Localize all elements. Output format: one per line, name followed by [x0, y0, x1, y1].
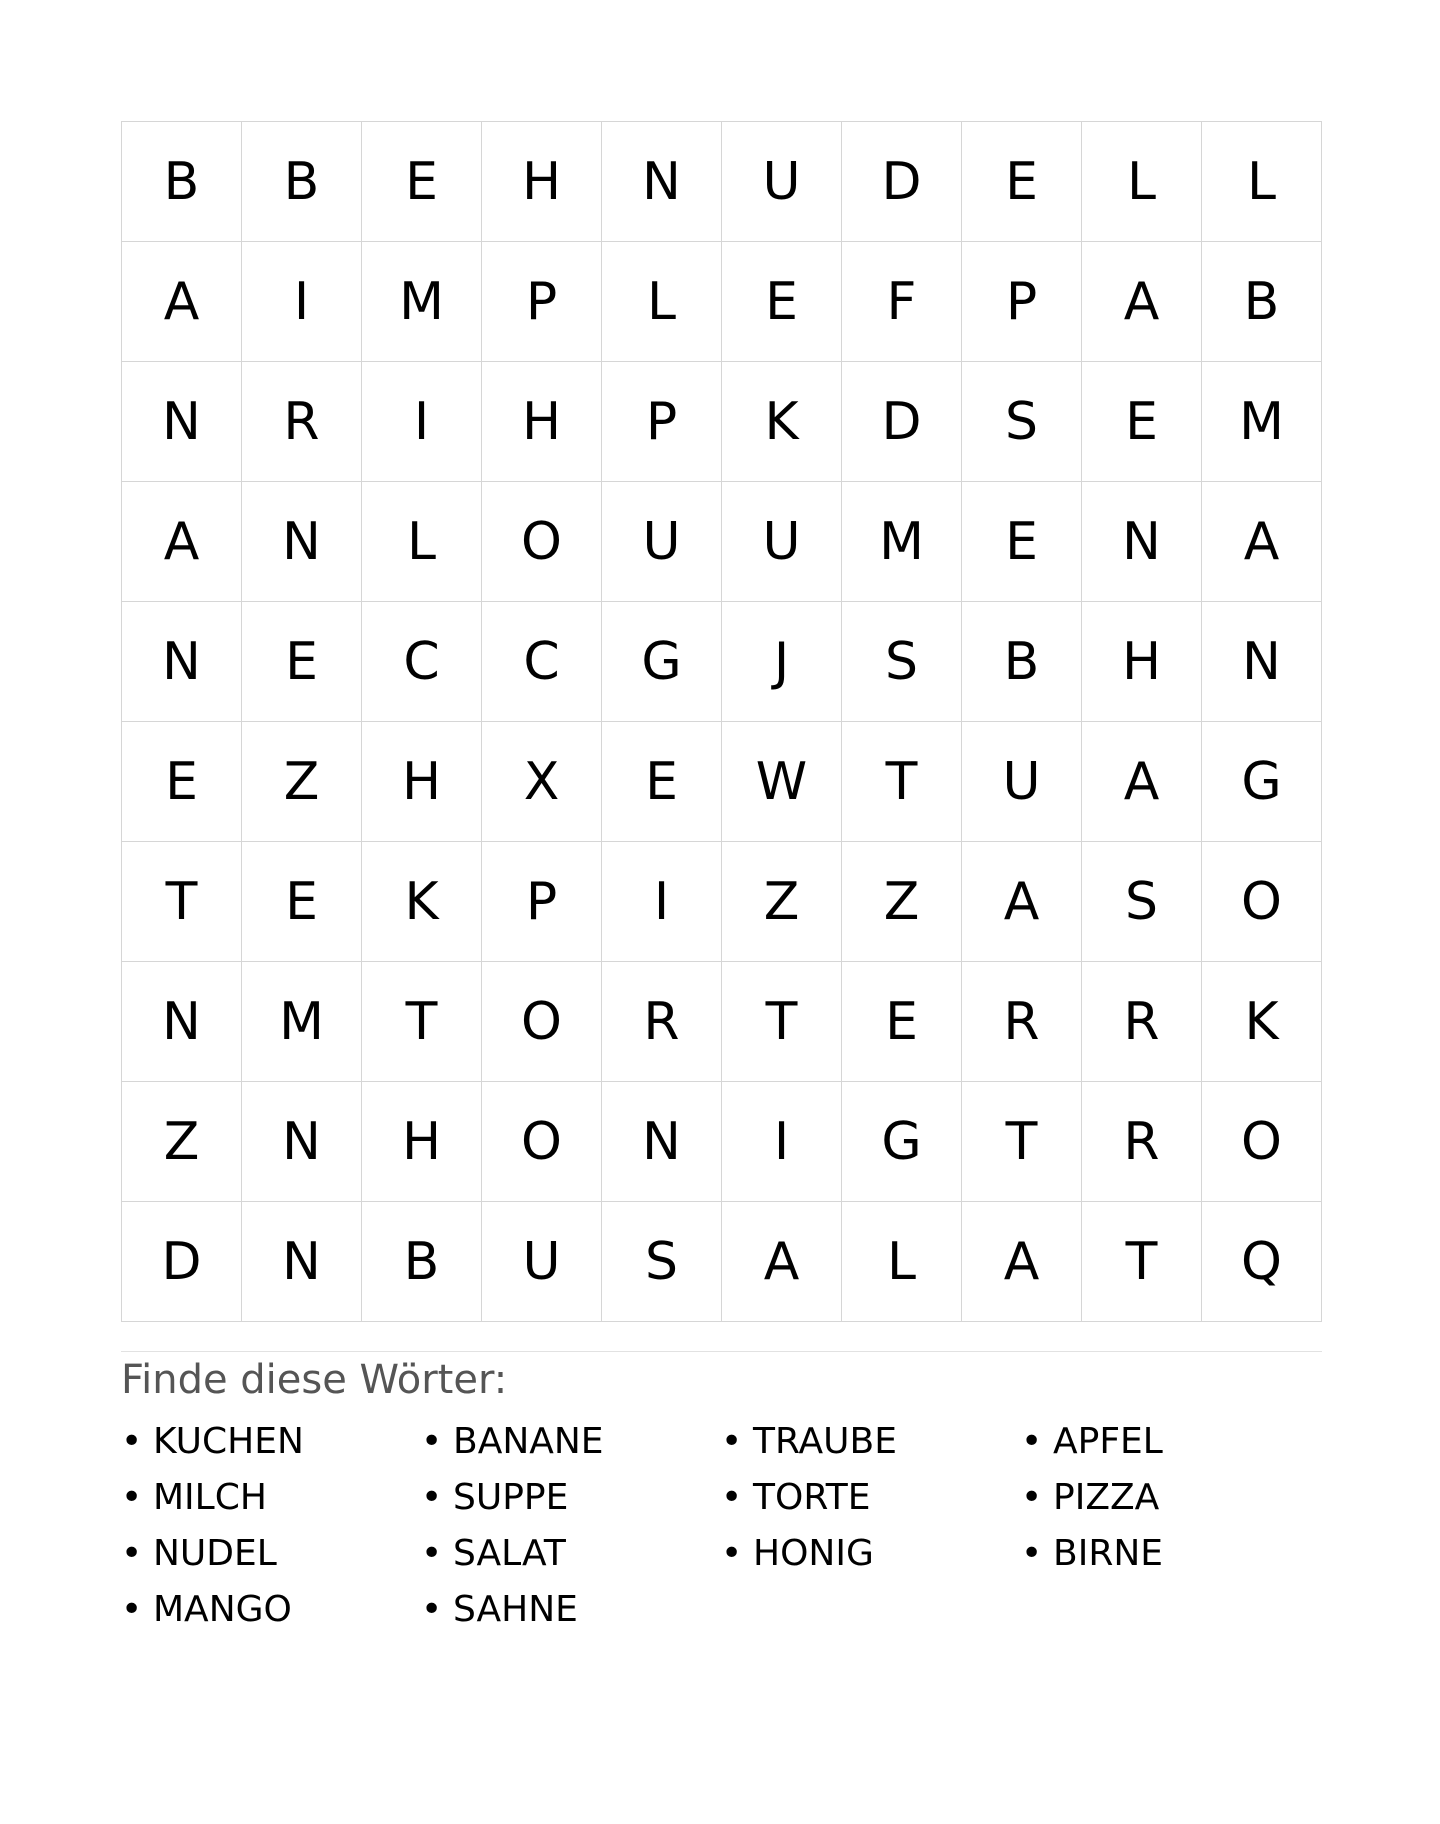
- grid-cell[interactable]: H: [1082, 602, 1202, 722]
- grid-cell[interactable]: N: [1082, 482, 1202, 602]
- grid-cell[interactable]: U: [482, 1202, 602, 1322]
- grid-cell[interactable]: M: [362, 242, 482, 362]
- grid-cell[interactable]: R: [242, 362, 362, 482]
- grid-cell[interactable]: X: [482, 722, 602, 842]
- grid-cell[interactable]: S: [1082, 842, 1202, 962]
- grid-cell[interactable]: N: [122, 602, 242, 722]
- grid-cell[interactable]: P: [482, 242, 602, 362]
- word-list-item: • SUPPE: [421, 1470, 721, 1526]
- word-list-item: • HONIG: [721, 1526, 1021, 1582]
- grid-cell[interactable]: L: [1082, 122, 1202, 242]
- word-list-item: • TRAUBE: [721, 1414, 1021, 1470]
- grid-cell[interactable]: G: [842, 1082, 962, 1202]
- word-list-item: • APFEL: [1021, 1414, 1321, 1470]
- grid-cell[interactable]: H: [362, 722, 482, 842]
- grid-cell[interactable]: Z: [122, 1082, 242, 1202]
- grid-cell[interactable]: K: [722, 362, 842, 482]
- grid-cell[interactable]: O: [1202, 1082, 1322, 1202]
- grid-cell[interactable]: M: [242, 962, 362, 1082]
- grid-cell[interactable]: U: [602, 482, 722, 602]
- grid-cell[interactable]: L: [842, 1202, 962, 1322]
- grid-cell[interactable]: K: [362, 842, 482, 962]
- letter-grid: [121, 121, 1322, 1322]
- word-list-item: • KUCHEN: [121, 1414, 421, 1470]
- grid-cell[interactable]: P: [602, 362, 722, 482]
- grid-cell[interactable]: Q: [1202, 1202, 1322, 1322]
- grid-cell[interactable]: E: [362, 122, 482, 242]
- grid-cell[interactable]: S: [842, 602, 962, 722]
- grid-cell[interactable]: H: [362, 1082, 482, 1202]
- word-list-item: • MANGO: [121, 1582, 421, 1638]
- grid-cell[interactable]: E: [722, 242, 842, 362]
- grid-cell[interactable]: N: [242, 482, 362, 602]
- grid-cell[interactable]: Z: [842, 842, 962, 962]
- grid-cell[interactable]: T: [362, 962, 482, 1082]
- grid-cell[interactable]: S: [602, 1202, 722, 1322]
- grid-cell[interactable]: N: [242, 1202, 362, 1322]
- grid-cell[interactable]: N: [602, 1082, 722, 1202]
- grid-cell[interactable]: G: [602, 602, 722, 722]
- grid-cell[interactable]: A: [1202, 482, 1322, 602]
- grid-cell[interactable]: T: [1082, 1202, 1202, 1322]
- grid-cell[interactable]: E: [1082, 362, 1202, 482]
- word-list-item: • BIRNE: [1021, 1526, 1321, 1582]
- grid-cell[interactable]: O: [482, 1082, 602, 1202]
- grid-cell[interactable]: B: [122, 122, 242, 242]
- grid-cell[interactable]: C: [482, 602, 602, 722]
- grid-cell[interactable]: A: [722, 1202, 842, 1322]
- grid-cell[interactable]: E: [842, 962, 962, 1082]
- grid-cell[interactable]: T: [122, 842, 242, 962]
- grid-cell[interactable]: R: [1082, 962, 1202, 1082]
- grid-cell[interactable]: A: [1082, 722, 1202, 842]
- grid-cell[interactable]: T: [842, 722, 962, 842]
- grid-cell[interactable]: U: [722, 482, 842, 602]
- grid-cell[interactable]: B: [962, 602, 1082, 722]
- grid-cell[interactable]: D: [842, 122, 962, 242]
- grid-cell[interactable]: Z: [242, 722, 362, 842]
- grid-cell[interactable]: D: [122, 1202, 242, 1322]
- word-list-item: • NUDEL: [121, 1526, 421, 1582]
- grid-cell[interactable]: A: [962, 842, 1082, 962]
- grid-cell[interactable]: R: [1082, 1082, 1202, 1202]
- grid-cell[interactable]: N: [122, 962, 242, 1082]
- grid-cell[interactable]: T: [962, 1082, 1082, 1202]
- grid-cell[interactable]: G: [1202, 722, 1322, 842]
- grid-cell[interactable]: J: [722, 602, 842, 722]
- grid-cell[interactable]: B: [362, 1202, 482, 1322]
- word-list-item: • SAHNE: [421, 1582, 721, 1638]
- grid-cell[interactable]: T: [722, 962, 842, 1082]
- grid-cell[interactable]: L: [362, 482, 482, 602]
- grid-cell[interactable]: M: [1202, 362, 1322, 482]
- grid-cell[interactable]: E: [242, 842, 362, 962]
- grid-cell[interactable]: E: [962, 122, 1082, 242]
- grid-cell[interactable]: R: [962, 962, 1082, 1082]
- grid-cell[interactable]: C: [362, 602, 482, 722]
- word-list-heading: Finde diese Wörter:: [121, 1357, 508, 1403]
- grid-cell[interactable]: I: [722, 1082, 842, 1202]
- grid-cell[interactable]: O: [482, 962, 602, 1082]
- grid-cell[interactable]: B: [242, 122, 362, 242]
- grid-cell[interactable]: L: [602, 242, 722, 362]
- grid-cell[interactable]: E: [242, 602, 362, 722]
- word-list-item: • TORTE: [721, 1470, 1021, 1526]
- grid-cell[interactable]: W: [722, 722, 842, 842]
- grid-cell[interactable]: I: [242, 242, 362, 362]
- grid-cell[interactable]: A: [962, 1202, 1082, 1322]
- grid-cell[interactable]: M: [842, 482, 962, 602]
- grid-cell[interactable]: N: [122, 362, 242, 482]
- grid-cell[interactable]: O: [482, 482, 602, 602]
- grid-cell[interactable]: F: [842, 242, 962, 362]
- grid-cell[interactable]: O: [1202, 842, 1322, 962]
- grid-cell[interactable]: A: [1082, 242, 1202, 362]
- grid-cell[interactable]: N: [1202, 602, 1322, 722]
- grid-cell[interactable]: L: [1202, 122, 1322, 242]
- grid-cell[interactable]: P: [482, 842, 602, 962]
- grid-cell[interactable]: B: [1202, 242, 1322, 362]
- word-list-item: • SALAT: [421, 1526, 721, 1582]
- divider: [121, 1351, 1322, 1352]
- grid-cell[interactable]: Z: [722, 842, 842, 962]
- grid-cell[interactable]: H: [482, 362, 602, 482]
- grid-cell[interactable]: I: [362, 362, 482, 482]
- grid-cell[interactable]: U: [962, 722, 1082, 842]
- grid-cell[interactable]: R: [602, 962, 722, 1082]
- grid-cell[interactable]: P: [962, 242, 1082, 362]
- grid-cell[interactable]: N: [602, 122, 722, 242]
- grid-cell[interactable]: U: [722, 122, 842, 242]
- grid-cell[interactable]: E: [962, 482, 1082, 602]
- word-list-item: • MILCH: [121, 1470, 421, 1526]
- grid-cell[interactable]: N: [242, 1082, 362, 1202]
- grid-cell[interactable]: E: [602, 722, 722, 842]
- grid-cell[interactable]: A: [122, 242, 242, 362]
- word-list: [121, 1414, 1322, 1638]
- grid-cell[interactable]: S: [962, 362, 1082, 482]
- word-list-item: • BANANE: [421, 1414, 721, 1470]
- grid-cell[interactable]: A: [122, 482, 242, 602]
- grid-cell[interactable]: E: [122, 722, 242, 842]
- grid-cell[interactable]: H: [482, 122, 602, 242]
- word-list-item: • PIZZA: [1021, 1470, 1321, 1526]
- grid-cell[interactable]: K: [1202, 962, 1322, 1082]
- grid-cell[interactable]: I: [602, 842, 722, 962]
- grid-cell[interactable]: D: [842, 362, 962, 482]
